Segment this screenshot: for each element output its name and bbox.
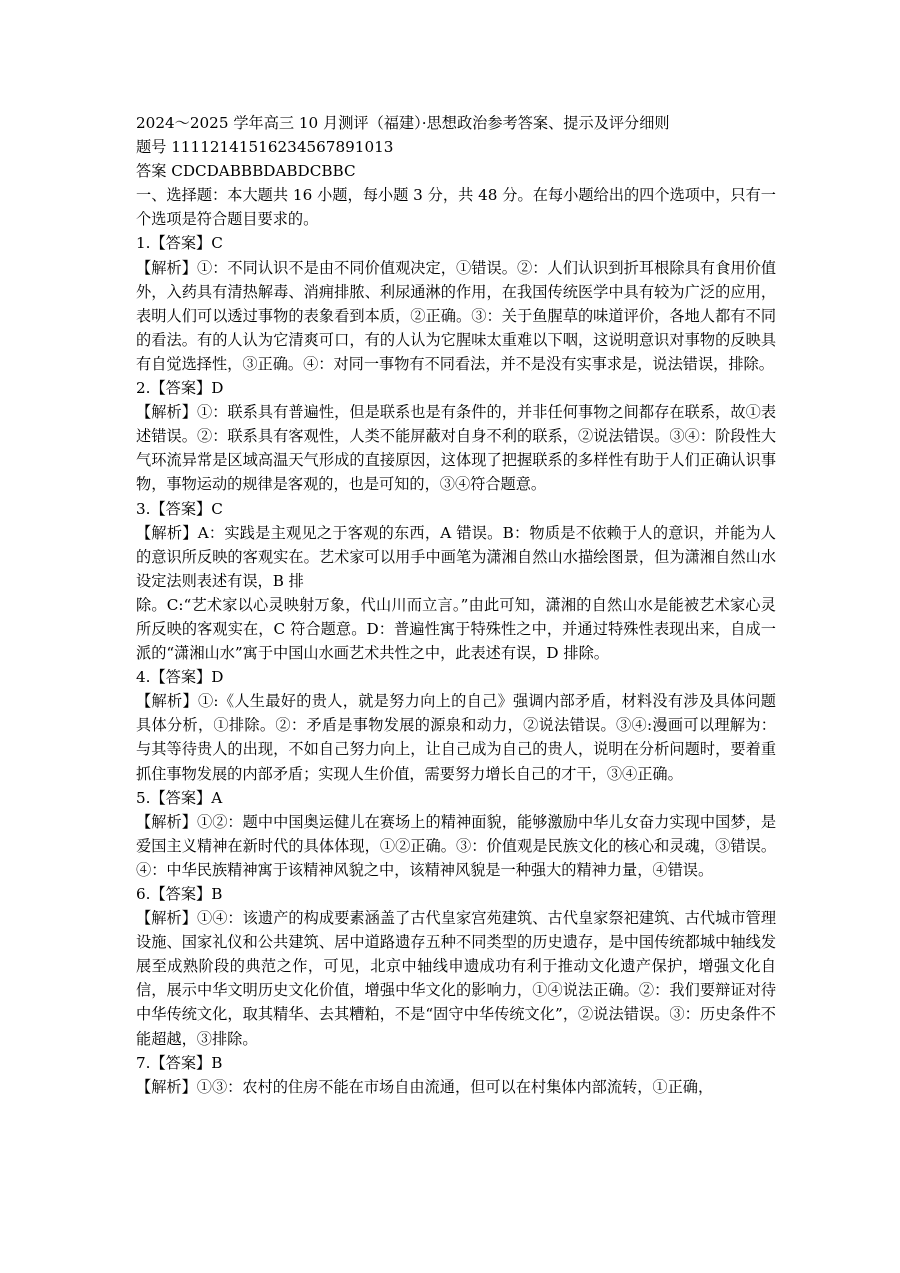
item-analysis: 【解析】A：实践是主观见之于客观的东西，A 错误。B：物质是不依赖于人的意识，并能为人的意识所反映的客观实在。艺术家可以用手中画笔为潇湘自然山水描绘图景，但为潇湘自然山水设定法则表述有误，B 排 (136, 523, 776, 590)
item-answer: 4.【答案】D (136, 668, 224, 687)
item-answer: 6.【答案】B (136, 885, 223, 903)
answer-key-row: 答案 CDCDABBBDABDCBBC (136, 162, 356, 181)
item-analysis: 【解析】①：不同认识不是由不同价值观决定，①错误。②：人们认识到折耳根除具有食用价值外，入药具有清热解毒、消痈排脓、利尿通淋的作用，在我国传统医学中具有较为广泛的应用，表明人们可以透过事物的表象看到本质，②正确。③：关于鱼腥草的味道评价，各地人都有不同的看法。有的人认为它清爽可口，有的人认为它腥味太重难以下咽，这说明意识对事物的反映具有自觉选择性，③正确。④：对同一事物有不同看法，并不是没有实事求是，说法错误，排除。 (136, 258, 776, 373)
item-answer: 7.【答案】B (136, 1053, 223, 1072)
item-analysis: 【解析】①②：题中中国奥运健儿在赛场上的精神面貌，能够激励中华儿女奋力实现中国梦，是爱国主义精神在新时代的具体体现，①②正确。③：价值观是民族文化的核心和灵魂，③错误。④：中华民族精神寓于该精神风貌之中，该精神风貌是一种强大的精神力量，④错误。 (136, 812, 776, 879)
item-answer: 2.【答案】D (136, 379, 224, 398)
item-analysis: 【解析】①④：该遗产的构成要素涵盖了古代皇家宫苑建筑、古代皇家祭祀建筑、古代城市管理设施、国家礼仪和公共建筑、居中道路遗存五种不同类型的历史遗存，是中国传统都城中轴线发展至成熟阶段的典范之作，可见，北京中轴线申遗成功有利于推动文化遗产保护，增强文化自信，展示中华文明历史文化价值，增强中华文化的影响力，①④说法正确。②：我们要辩证对待中华传统文化，取其精华、去其糟粕，不是“固守中华传统文化”，②说法错误。③：历史条件不能超越，③排除。 (136, 909, 776, 1048)
item-analysis: 【解析】①：联系具有普遍性，但是联系也是有条件的，并非任何事物之间都存在联系，故①表述错误。②：联系具有客观性，人类不能屏蔽对自身不利的联系，②说法错误。③④：阶段性大气环流异常是区域高温天气形成的直接原因，这体现了把握联系的多样性有助于人们正确认识事物，事物运动的规律是客观的，也是可知的，③④符合题意。 (136, 403, 776, 494)
section-intro: 一、选择题：本大题共 16 小题，每小题 3 分，共 48 分。在每小题给出的四个选项中，只有一个选项是符合题目要求的。 (136, 186, 776, 229)
item-answer: 5.【答案】A (136, 788, 223, 807)
item-answer: 3.【答案】C (136, 499, 223, 518)
item-analysis: 【解析】①③：农村的住房不能在市场自由流通，但可以在村集体内部流转，①正确， (136, 1077, 714, 1096)
item-analysis-continued: 除。C:“艺术家以心灵映射万象，代山川而立言。”由此可知，潇湘的自然山水是能被艺术家心灵所反映的客观实在，C 符合题意。D：普遍性寓于特殊性之中，并通过特殊性表现出来，自成一派的“潇湘山水”寓于中国山水画艺术共性之中，此表述有误，D 排除。 (136, 595, 776, 663)
question-number-row: 题号 11112141516234567891013 (136, 138, 394, 157)
document-title: 2024～2025 学年高三 10 月测评（福建）·思想政治参考答案、提示及评分细则 (136, 114, 670, 132)
answer-document (136, 111, 776, 1099)
item-answer: 1.【答案】C (136, 234, 223, 253)
item-analysis: 【解析】①:《人生最好的贵人，就是努力向上的自己》强调内部矛盾，材料没有涉及具体问题具体分析，①排除。②：矛盾是事物发展的源泉和动力，②说法错误。③④:漫画可以理解为：与其等待贵人的出现，不如自己努力向上，让自己成为自己的贵人，说明在分析问题时，要着重抓住事物发展的内部矛盾；实现人生价值，需要努力增长自己的才干，③④正确。 (136, 692, 776, 783)
